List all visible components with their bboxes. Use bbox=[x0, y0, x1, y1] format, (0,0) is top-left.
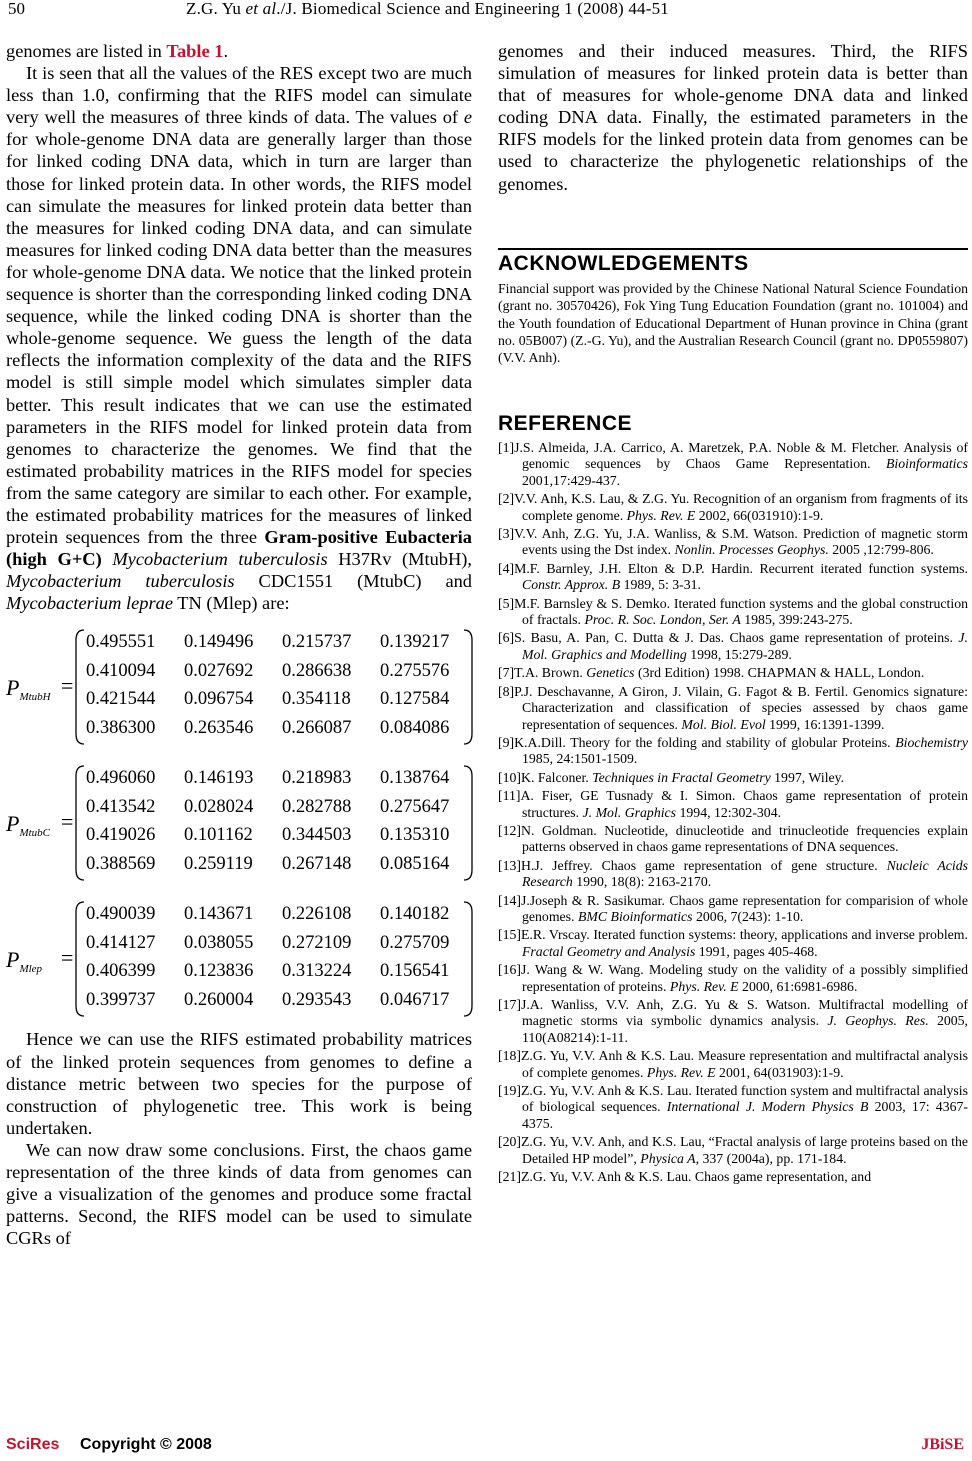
page-footer bbox=[0, 1436, 972, 1458]
reference-item bbox=[498, 440, 968, 489]
reference-item bbox=[498, 962, 968, 995]
reference-item bbox=[498, 927, 968, 960]
right-column bbox=[498, 40, 968, 195]
probability-matrix bbox=[6, 628, 472, 746]
matrix-symbol bbox=[6, 947, 43, 976]
matrix-cell: 0.028024 bbox=[184, 796, 254, 817]
reference-text: 2000, 61:6981-6986. bbox=[738, 978, 858, 994]
reference-text: 1989, 5: 3-31. bbox=[620, 577, 701, 593]
reference-source: Mol. Biol. Evol bbox=[681, 716, 766, 732]
matrix-row bbox=[86, 990, 478, 1011]
matrix-cell: 0.386300 bbox=[86, 717, 156, 738]
matrix-cell: 0.038055 bbox=[184, 932, 254, 953]
species-name: Mycobacterium tuberculosis bbox=[112, 549, 328, 570]
reference-text: [8]P.J. Deschavanne, A Giron, J. Vilain, G. Fagot & B. Fertil. Genomics signature: Characterization and classification of species assessed by chaos game representation of sequences. bbox=[498, 683, 968, 732]
reference-text: [16]J. Wang & W. Wang. Modeling study on the validity of a possibly simplified representation of proteins. bbox=[498, 962, 968, 994]
matrix-cell: 0.156541 bbox=[380, 961, 450, 982]
reference-source: Nonlin. Processes Geophys. bbox=[674, 542, 829, 558]
matrix-subscript: Mlep bbox=[19, 963, 43, 976]
matrix-cell: 0.496060 bbox=[86, 768, 156, 789]
reference-item bbox=[498, 1083, 968, 1132]
left-bracket bbox=[74, 764, 86, 882]
matrix-cell: 0.406399 bbox=[86, 961, 156, 982]
copyright-notice: Copyright © 2008 bbox=[80, 1436, 212, 1453]
matrix-row bbox=[86, 961, 478, 982]
reference-text: 2001, 64(031903):1-9. bbox=[715, 1064, 844, 1080]
reference-text: 1985, 24:1501-1509. bbox=[522, 751, 638, 767]
header-journal: ./J. Biomedical Science and Engineering 1 (2008) 44-51 bbox=[276, 0, 670, 18]
acknowledgements-section bbox=[498, 252, 968, 366]
reference-text: [3]V.V. Anh, Z.G. Yu, J.A. Wanliss, & S.M. Watson. Prediction of magnetic storm events using the Dst index. bbox=[498, 526, 968, 558]
matrix-cell: 0.293543 bbox=[282, 989, 352, 1010]
paragraph-distance-metric: Hence we can use the RIFS estimated probability matrices of the linked protein sequences from genomes to define a distance metric between two species for the purpose of construction of phylogenetic tree. This work is being undertaken. bbox=[6, 1029, 472, 1138]
matrix-row bbox=[86, 689, 478, 710]
reference-source: Proc. R. Soc. London, Ser. A bbox=[584, 612, 741, 628]
probability-matrix bbox=[6, 764, 472, 882]
paragraph-conclusions-cont: genomes and their induced measures. Third, the RIFS simulation of measures for linked protein data is better than that of measures for whole-genome DNA data and linked coding DNA data. Finally, the estimated parameters in the RIFS models for the linked protein data from genomes can be used to characterize the phylogenetic relationships of the genomes. bbox=[498, 41, 968, 194]
publisher-brand: SciRes bbox=[6, 1436, 60, 1453]
reference-text: 2002, 66(031910):1-9. bbox=[695, 507, 824, 523]
text-run: CDC1551 (MtubC) and bbox=[234, 571, 472, 592]
reference-text: 1990, 18(8): 2163-2170. bbox=[572, 874, 712, 890]
matrix-cell: 0.259119 bbox=[184, 853, 253, 874]
reference-item bbox=[498, 1048, 968, 1081]
matrix-cell: 0.143671 bbox=[184, 904, 254, 925]
matrix-cell: 0.140182 bbox=[380, 904, 450, 925]
matrix-cell: 0.096754 bbox=[184, 689, 254, 710]
matrix-cell: 0.135310 bbox=[380, 825, 450, 846]
text-run: for whole-genome DNA data are generally larger than those for linked coding DNA data, which in turn are larger than those for linked protein data. In other words, the RIFS model can simulate the measures for linked protein data better than the measures for linked coding DNA data, and can simulate measures for linked coding DNA data better than the measures for whole-genome DNA data. We notice that the linked protein sequence is shorter than the corresponding linked coding DNA sequence, while the linked coding DNA is shorter than the whole-genome sequence. We guess the length of the data reflects the information complexity of the data and the RIFS model is still simple model which simulates simpler data better. This result indicates that we can use the estimated parameters in the RIFS model for linked protein data from genomes to characterize the genomes. We find that the estimated probability matrices in the RIFS model for species from the same category are similar to each other. For example, the estimated probability matrices for the measures of linked protein sequences from the three bbox=[6, 129, 472, 548]
reference-item bbox=[498, 788, 968, 821]
reference-source: J. Mol. Graphics bbox=[582, 804, 677, 820]
reference-source: Phys. Rev. E bbox=[669, 978, 739, 994]
reference-text: [9]K.A.Dill. Theory for the folding and stability of globular Proteins. bbox=[498, 734, 896, 750]
reference-source: Constr. Approx. B bbox=[522, 577, 621, 593]
text-run: genomes are listed in bbox=[6, 41, 167, 61]
acknowledgements-heading: ACKNOWLEDGEMENTS bbox=[498, 252, 749, 275]
reference-item bbox=[498, 997, 968, 1046]
matrix-cell: 0.123836 bbox=[184, 961, 254, 982]
equals-sign: = bbox=[61, 945, 74, 971]
text-run: It is seen that all the values of the RES except two are much less than 1.0, confirming that the RIFS model can simulate very well the measures of three kinds of data. The values of bbox=[6, 63, 472, 128]
paragraph-conclusions: We can now draw some conclusions. First, the chaos game representation of the three kinds of data from genomes can give a visualization of the genomes and produce some fractal patterns. Second, the RIFS model can be used to simulate CGRs of bbox=[6, 1139, 472, 1249]
matrix-cell: 0.413542 bbox=[86, 796, 156, 817]
reference-item bbox=[498, 770, 968, 786]
matrix-row bbox=[86, 904, 478, 925]
reference-item bbox=[498, 630, 968, 663]
matrix-symbol-letter: P bbox=[6, 675, 20, 701]
reference-text: 1985, 399:243-275. bbox=[740, 612, 853, 628]
reference-item bbox=[498, 858, 968, 891]
reference-section bbox=[498, 412, 968, 1187]
equals-sign: = bbox=[61, 809, 74, 835]
matrix-cell: 0.410094 bbox=[86, 660, 156, 681]
reference-source: BMC Bioinformatics bbox=[577, 908, 693, 924]
reference-list bbox=[498, 440, 968, 1185]
reference-item bbox=[498, 596, 968, 629]
reference-source: Biochemistry bbox=[895, 734, 968, 750]
matrix-symbol-letter: P bbox=[6, 811, 20, 837]
reference-item bbox=[498, 735, 968, 768]
reference-source: Fractal Geometry and Analysis bbox=[522, 943, 696, 959]
matrix-cell: 0.027692 bbox=[184, 660, 254, 681]
reference-text: 2006, 7(243): 1-10. bbox=[692, 908, 804, 924]
reference-text: 1991, pages 405-468. bbox=[695, 943, 818, 959]
reference-text: , 337 (2004a), pp. 171-184. bbox=[695, 1150, 847, 1166]
reference-text: (3rd Edition) 1998. CHAPMAN & HALL, London. bbox=[634, 665, 925, 681]
matrix-cell: 0.146193 bbox=[184, 768, 254, 789]
reference-item bbox=[498, 823, 968, 856]
left-column bbox=[6, 40, 472, 1249]
text-run: . bbox=[223, 41, 229, 61]
reference-item bbox=[498, 526, 968, 559]
text-run bbox=[102, 549, 113, 569]
reference-source: Nucleic Acids Research bbox=[522, 857, 968, 890]
probability-matrix bbox=[6, 900, 472, 1018]
matrix-cell: 0.275709 bbox=[380, 932, 450, 953]
reference-source: Bioinformatics bbox=[885, 456, 968, 472]
probability-matrices bbox=[6, 628, 472, 1018]
matrix-cell: 0.399737 bbox=[86, 989, 156, 1010]
matrix-cell: 0.127584 bbox=[380, 689, 450, 710]
header-et-al: et al bbox=[245, 0, 277, 18]
header-authors: Z.G. Yu bbox=[186, 0, 246, 18]
species-name: Mycobacterium tuberculosis bbox=[6, 571, 235, 592]
reference-text: 1997, Wiley. bbox=[770, 769, 845, 785]
reference-source: Physica A bbox=[640, 1150, 696, 1166]
matrix-row bbox=[86, 661, 478, 682]
reference-text: [6]S. Basu, A. Pan, C. Dutta & J. Das. Chaos game representation of proteins. bbox=[498, 630, 959, 646]
reference-text: [21]Z.G. Yu, V.V. Anh & K.S. Lau. Chaos game representation, and bbox=[498, 1169, 872, 1185]
matrix-cell: 0.275576 bbox=[380, 660, 450, 681]
text-run: H37Rv (MtubH), bbox=[327, 549, 472, 570]
reference-text: [4]M.F. Barnley, J.H. Elton & D.P. Hardin. Recurrent iterated function systems. bbox=[498, 560, 968, 576]
matrix-cell: 0.490039 bbox=[86, 904, 156, 925]
matrix-cell: 0.282788 bbox=[282, 796, 352, 817]
matrix-cell: 0.101162 bbox=[184, 825, 253, 846]
matrix-row bbox=[86, 632, 478, 653]
matrix-subscript: MtubH bbox=[19, 691, 51, 704]
left-bracket bbox=[74, 900, 86, 1018]
reference-item bbox=[498, 1134, 968, 1167]
matrix-cell: 0.215737 bbox=[282, 632, 352, 653]
reference-text: [14]J.Joseph & R. Sasikumar. Chaos game representation for comparision of whole genomes. bbox=[498, 892, 968, 924]
matrix-symbol bbox=[6, 811, 51, 840]
reference-text: [19]Z.G. Yu, V.V. Anh & K.S. Lau. Iterated function system and multifractal analysis of biological sequences. bbox=[498, 1083, 968, 1115]
matrix-subscript: MtubC bbox=[19, 827, 51, 840]
matrix-cell: 0.388569 bbox=[86, 853, 156, 874]
reference-text: [10]K. Falconer. bbox=[498, 769, 593, 785]
reference-source: Techniques in Fractal Geometry bbox=[592, 769, 771, 785]
matrix-row bbox=[86, 854, 478, 875]
reference-text: [13]H.J. Jeffrey. Chaos game representation of gene structure. bbox=[498, 857, 887, 873]
reference-text: 1998, 15:279-289. bbox=[686, 646, 792, 662]
matrix-row bbox=[86, 825, 478, 846]
reference-source: Phys. Rev. E bbox=[626, 507, 696, 523]
table-1-link[interactable]: Table 1 bbox=[166, 41, 224, 61]
reference-heading: REFERENCE bbox=[498, 412, 633, 435]
reference-item bbox=[498, 491, 968, 524]
journal-abbreviation: JBiSE bbox=[921, 1436, 964, 1453]
reference-item bbox=[498, 893, 968, 926]
matrix-cell: 0.421544 bbox=[86, 689, 156, 710]
matrix-row bbox=[86, 768, 478, 789]
acknowledgements-text: Financial support was provided by the Chinese National Natural Science Foundation (grant no. 30570426), Fok Ying Tung Education Foundation (grant no. 101004) and the Youth foundation of Educational Department of Hunan province in China (grant no. 05B007) (Z.-G. Yu), and the Australian Research Council (grant no. DP0559807) (V.V. Anh). bbox=[498, 281, 968, 366]
reference-item bbox=[498, 665, 968, 681]
matrix-cell: 0.354118 bbox=[282, 689, 351, 710]
reference-text: [2]V.V. Anh, K.S. Lau, & Z.G. Yu. Recognition of an organism from fragments of its complete genome. bbox=[498, 491, 968, 523]
text-run: TN (Mlep) are: bbox=[173, 593, 290, 614]
matrix-cell: 0.139217 bbox=[380, 632, 450, 653]
reference-text: [1]J.S. Almeida, J.A. Carrico, A. Maretzek, P.A. Noble & M. Fletcher. Analysis of genomic sequences by Chaos Game Representation. bbox=[498, 440, 968, 472]
matrix-cell: 0.138764 bbox=[380, 768, 450, 789]
reference-source: Genetics bbox=[586, 665, 635, 681]
matrix-cell: 0.286638 bbox=[282, 660, 352, 681]
reference-text: [5]M.F. Barnsley & S. Demko. Iterated function systems and the global construction of fractals. bbox=[498, 595, 968, 628]
matrix-cell: 0.344503 bbox=[282, 825, 352, 846]
reference-source: International J. Modern Physics B bbox=[666, 1099, 869, 1115]
matrix-cell: 0.085164 bbox=[380, 853, 450, 874]
reference-item bbox=[498, 561, 968, 594]
reference-text: [7]T.A. Brown. bbox=[498, 665, 587, 681]
reference-text: 2005, 110(A08214):1-11. bbox=[522, 1013, 968, 1045]
matrix-cell: 0.495551 bbox=[86, 632, 156, 653]
matrix-cell: 0.218983 bbox=[282, 768, 352, 789]
matrix-cell: 0.260004 bbox=[184, 989, 254, 1010]
reference-item bbox=[498, 684, 968, 733]
section-divider bbox=[498, 248, 968, 250]
matrix-cell: 0.263546 bbox=[184, 717, 254, 738]
matrix-row bbox=[86, 718, 478, 739]
bold-category: Gram-positive Eubacteria (high G+C) bbox=[6, 527, 472, 570]
matrix-cell: 0.084086 bbox=[380, 717, 450, 738]
reference-source: J. Mol. Graphics and Modelling bbox=[522, 630, 968, 662]
reference-text: 1994, 12:302-304. bbox=[676, 804, 782, 820]
reference-text: [15]E.R. Vrscay. Iterated function systems: theory, applications and inverse problem. bbox=[498, 927, 968, 943]
matrix-symbol-letter: P bbox=[6, 947, 20, 973]
left-bracket bbox=[74, 628, 86, 746]
species-name: Mycobacterium leprae bbox=[6, 593, 173, 614]
reference-text: 2003, 17: 4367-4375. bbox=[522, 1099, 968, 1131]
matrix-cell: 0.266087 bbox=[282, 717, 352, 738]
equals-sign: = bbox=[61, 673, 74, 699]
matrix-cell: 0.419026 bbox=[86, 825, 156, 846]
paragraph-results bbox=[6, 62, 472, 614]
matrix-row bbox=[86, 933, 478, 954]
reference-text: [12]N. Goldman. Nucleotide, dinucleotide and trinucleotide frequencies explain patterns observed in chaos game representations of DNA sequences. bbox=[498, 822, 968, 855]
reference-text: 2001,17:429-437. bbox=[522, 472, 621, 488]
reference-text: [18]Z.G. Yu, V.V. Anh & K.S. Lau. Measure representation and multifractal analysis of complete genomes. bbox=[498, 1048, 968, 1080]
matrix-row bbox=[86, 797, 478, 818]
reference-source: J. Geophys. Res. bbox=[827, 1013, 929, 1029]
matrix-cell: 0.267148 bbox=[282, 853, 352, 874]
reference-text: [11]A. Fiser, GE Tusnady & I. Simon. Chaos game representation of protein structures. bbox=[498, 788, 968, 820]
journal-citation bbox=[186, 0, 669, 18]
reference-source: Phys. Rev. E bbox=[646, 1064, 716, 1080]
reference-item bbox=[498, 1169, 968, 1185]
running-head bbox=[0, 0, 972, 20]
reference-text: 1999, 16:1391-1399. bbox=[765, 716, 885, 732]
matrix-symbol bbox=[6, 675, 51, 704]
matrix-cell: 0.046717 bbox=[380, 989, 450, 1010]
matrix-cell: 0.226108 bbox=[282, 904, 352, 925]
reference-text: [17]J.A. Wanliss, V.V. Anh, Z.G. Yu & S. Watson. Multifractal modelling of magnetic storms via symbolic dynamics analysis. bbox=[498, 997, 968, 1029]
reference-text: 2005 ,12:799-806. bbox=[828, 542, 934, 558]
symbol-e: e bbox=[463, 107, 472, 128]
paragraph-table-mention bbox=[6, 40, 472, 62]
matrix-cell: 0.149496 bbox=[184, 632, 254, 653]
page-number: 50 bbox=[8, 0, 25, 18]
matrix-cell: 0.272109 bbox=[282, 932, 352, 953]
matrix-cell: 0.313224 bbox=[282, 961, 352, 982]
matrix-cell: 0.275647 bbox=[380, 796, 450, 817]
matrix-cell: 0.414127 bbox=[86, 932, 156, 953]
reference-text: [20]Z.G. Yu, V.V. Anh, and K.S. Lau, “Fractal analysis of large proteins based on the Detailed HP model”, bbox=[498, 1134, 968, 1166]
